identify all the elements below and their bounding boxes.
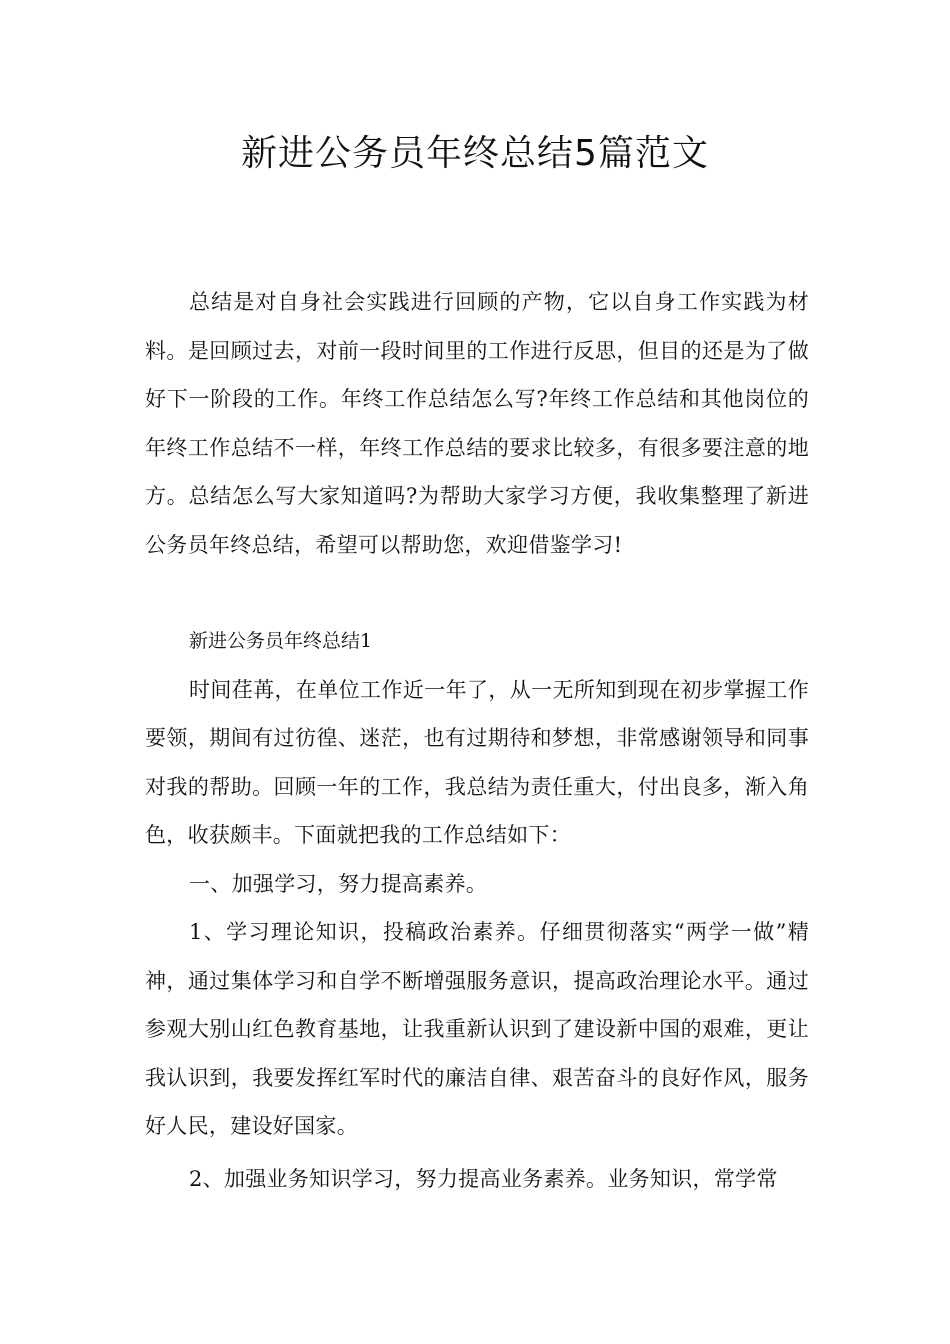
body-paragraph-2: 一、加强学习，努力提高素养。 — [189, 871, 488, 896]
body-paragraph-4: 2、加强业务知识学习，努力提高业务素养。业务知识，常学常 — [189, 1166, 778, 1191]
intro-paragraph: 总结是对自身社会实践进行回顾的产物，它以自身工作实践为材料。是回顾过去，对前一段时间里的工作进行反思，但目的还是为了做好下一阶段的工作。年终工作总结怎么写?年终工作总结和其他岗位的年终工作总结不一样，年终工作总结的要求比较多，有很多要注意的地方。总结怎么写大家知道吗?为帮助大家学习方便，我收集整理了新进公务员年终总结，希望可以帮助您，欢迎借鉴学习! — [145, 290, 809, 557]
document-title: 新进公务员年终总结5篇范文 — [241, 133, 709, 174]
section-heading: 新进公务员年终总结1 — [189, 630, 373, 652]
body-paragraph-1: 时间荏苒，在单位工作近一年了，从一无所知到现在初步掌握工作要领，期间有过彷徨、迷茫，也有过期待和梦想，非常感谢领导和同事对我的帮助。回顾一年的工作，我总结为责任重大，付出良多，渐入角色，收获颇丰。下面就把我的工作总结如下： — [145, 677, 809, 847]
document-body — [145, 278, 809, 1203]
body-paragraph-3: 1、学习理论知识，投稿政治素养。仔细贯彻落实“两学一做”精神，通过集体学习和自学不断增强服务意识，提高政治理论水平。通过参观大别山红色教育基地，让我重新认识到了建设新中国的艰难，更让我认识到，我要发挥红军时代的廉洁自律、艰苦奋斗的良好作风，服务好人民，建设好国家。 — [145, 920, 809, 1138]
